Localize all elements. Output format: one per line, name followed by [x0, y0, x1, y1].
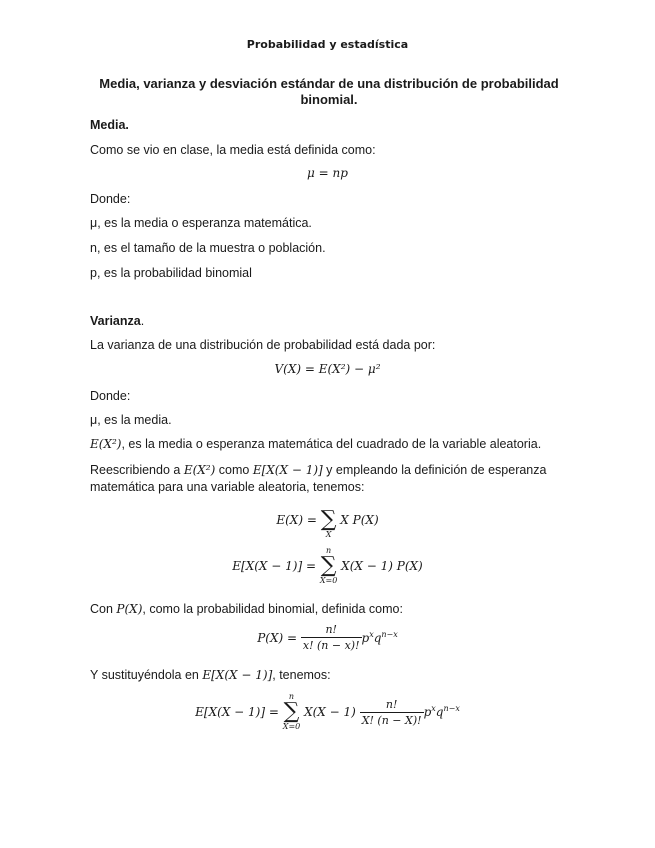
varianza-intro: La varianza de una distribución de probabilidad está dada por: — [90, 338, 436, 352]
sum-lower-2: X=0 — [319, 576, 338, 585]
rewrite-math-1: E(X²) — [183, 463, 216, 477]
binomial-intro — [90, 601, 403, 617]
formula-media: μ = np — [307, 166, 348, 180]
def-ex2-text: , es la media o esperanza matemática del cuadrado de la variable aleatoria. — [121, 437, 542, 451]
rewrite-text-1: Reescribiendo a — [90, 463, 184, 477]
eq4-p: p — [423, 705, 432, 719]
section-heading-media: Media. — [90, 118, 129, 132]
binomial-fraction — [301, 623, 362, 652]
varianza-heading-text: Varianza — [90, 314, 141, 328]
equation-expectation — [0, 500, 655, 540]
sust-text-1: Y sustituyéndola en — [90, 668, 203, 682]
page-header: Probabilidad y estadística — [246, 38, 409, 51]
rewrite-text-3: y empleando la definición de esperanza — [322, 463, 547, 477]
sub-fraction-numerator: n! — [360, 698, 424, 713]
sust-math: E[X(X − 1)] — [202, 668, 273, 682]
formula-varianza: V(X) = E(X²) − μ² — [274, 362, 381, 376]
rewrite-text-2: como — [215, 463, 253, 477]
substitution-intro — [90, 667, 331, 683]
eq3-q: q — [373, 630, 382, 645]
rewrite-line-1 — [90, 462, 546, 478]
def-media: μ, es la media. — [90, 413, 172, 427]
eq4-q-exp: n−x — [443, 704, 460, 713]
equation-factorial-moment — [0, 546, 655, 586]
eq4-q: q — [435, 705, 444, 719]
eq3-q-exp: n−x — [381, 629, 398, 639]
eq1-lhs: E(X) = — [276, 513, 317, 527]
eq3-p: p — [361, 630, 370, 645]
media-intro: Como se vio en clase, la media está definida como: — [90, 143, 376, 157]
def-ex2-math: E(X²) — [90, 437, 122, 451]
sum-symbol-2: n ∑ X=0 — [319, 546, 338, 585]
eq4-p-exp: x — [431, 704, 436, 713]
eq1-rhs: X P(X) — [340, 513, 379, 527]
section-heading-varianza — [90, 313, 144, 329]
equation-binomial — [0, 623, 655, 652]
varianza-heading-dot: . — [140, 314, 145, 328]
con-text-2: , como la probabilidad binomial, definida como: — [142, 602, 403, 616]
def-ex2 — [90, 436, 541, 452]
def-mu: μ, es la media o esperanza matemática. — [90, 216, 312, 230]
equation-substituted — [0, 692, 655, 732]
media-donde: Donde: — [90, 192, 131, 206]
varianza-donde: Donde: — [90, 389, 131, 403]
sum-upper-2: n — [326, 546, 332, 555]
rewrite-math-2: E[X(X − 1)] — [252, 463, 323, 477]
eq3-lhs: P(X) = — [257, 630, 298, 645]
con-text-1: Con — [90, 602, 117, 616]
def-p: p, es la probabilidad binomial — [90, 266, 252, 280]
eq4-mid: X(X − 1) — [304, 705, 356, 719]
con-math: P(X) — [116, 602, 143, 616]
sum-symbol-1: ∑ X — [320, 507, 337, 539]
eq3-powers — [362, 631, 398, 645]
fraction-numerator: n! — [301, 623, 362, 638]
sum-symbol-4: n ∑ X=0 — [282, 692, 301, 731]
sub-fraction-denominator: X! (n − X)! — [361, 713, 422, 727]
eq3-p-exp: x — [369, 629, 374, 639]
rewrite-line-2: matemática para una variable aleatoria, tenemos: — [90, 480, 365, 494]
sum-lower-1: X — [325, 530, 332, 539]
document-title: Media, varianza y desviación estándar de una distribución de probabilidad binomial. — [99, 76, 559, 107]
sum-lower-4: X=0 — [282, 722, 301, 731]
sust-text-2: , tenemos: — [272, 668, 331, 682]
substituted-fraction — [360, 698, 424, 727]
eq4-lhs: E[X(X − 1)] = — [195, 705, 279, 719]
def-n: n, es el tamaño de la muestra o población. — [90, 241, 326, 255]
sum-upper-4: n — [288, 692, 295, 701]
eq2-lhs: E[X(X − 1)] = — [232, 559, 317, 573]
eq2-rhs: X(X − 1) P(X) — [341, 559, 423, 573]
fraction-denominator: x! (n − x)! — [302, 639, 360, 652]
eq4-powers — [424, 705, 460, 719]
